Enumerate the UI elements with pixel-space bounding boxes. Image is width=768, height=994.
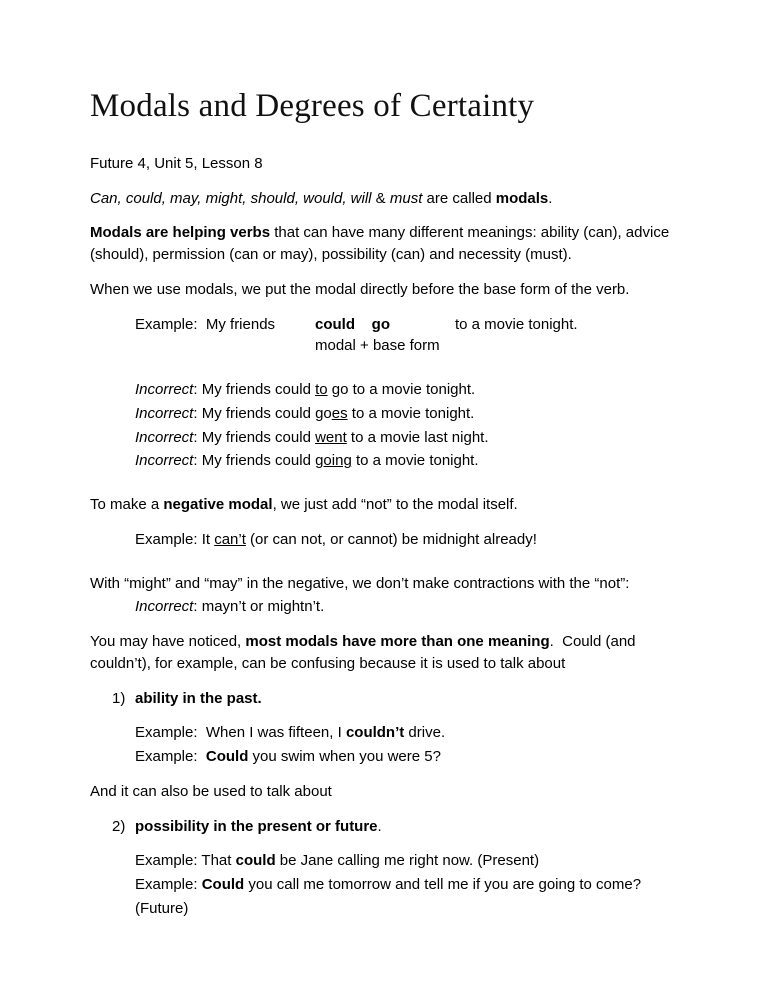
text-run: . <box>548 189 553 207</box>
text-run: are called <box>422 189 496 207</box>
text-run: drive. <box>404 724 446 742</box>
text-run: Incorrect <box>135 598 194 616</box>
text-run: Incorrect <box>135 381 194 399</box>
list-number: 2) <box>112 817 126 835</box>
text-run: modals <box>495 189 549 207</box>
paragraph <box>90 746 678 768</box>
paragraph <box>90 529 678 551</box>
text-run: couldn’t <box>345 724 405 742</box>
example-rest: to a movie tonight. <box>455 315 578 333</box>
paragraph <box>90 222 678 266</box>
text-run: must <box>389 189 423 207</box>
paragraph <box>90 722 678 744</box>
paragraph <box>90 403 678 425</box>
text-run: Could <box>205 748 249 766</box>
text-run: Incorrect <box>135 452 194 470</box>
document-body <box>90 153 678 920</box>
text-run: ability in the past. <box>135 689 262 707</box>
text-run: : mayn’t or mightn’t. <box>193 598 325 616</box>
text-run: to a movie tonight. <box>347 404 475 422</box>
text-run: Example: <box>135 748 206 766</box>
text-run: Example: It <box>135 530 215 548</box>
paragraph <box>90 279 678 301</box>
text-run: to a movie last night. <box>346 428 489 446</box>
text-run: To make a <box>90 496 164 514</box>
text-run: go to a movie tonight. <box>327 381 476 399</box>
paragraph <box>90 379 678 401</box>
paragraph <box>90 494 678 516</box>
paragraph <box>90 898 678 920</box>
text-run: went <box>315 428 347 446</box>
text-run: (or can not, or cannot) be midnight already! <box>245 530 537 548</box>
example-label: Example: My friends <box>135 315 276 333</box>
text-run: : My friends could <box>193 452 316 470</box>
text-run: to <box>315 381 328 399</box>
text-run: Example: <box>135 876 202 894</box>
text-run: With “might” and “may” in the negative, we don’t make contractions with the “not”: <box>90 574 630 592</box>
text-run: Future 4, Unit 5, Lesson 8 <box>90 154 263 172</box>
text-run: you call me tomorrow and tell me if you are going to come? <box>244 876 642 894</box>
text-run: to a movie tonight. <box>351 452 479 470</box>
text-run: could <box>235 852 276 870</box>
text-run: : My friends could go <box>193 404 332 422</box>
list-number: 1) <box>112 689 126 707</box>
text-run: possibility in the present or future <box>135 817 378 835</box>
text-run: es <box>331 404 348 422</box>
paragraph <box>90 781 678 803</box>
text-run: . <box>377 817 382 835</box>
text-run: & <box>371 189 390 207</box>
text-run: Example: When I was fifteen, I <box>135 724 346 742</box>
text-run: Can, could, may, might, should, would, will <box>90 189 372 207</box>
text-run: And it can also be used to talk about <box>90 782 332 800</box>
text-run: most modals have more than one meaning <box>245 633 550 651</box>
paragraph <box>90 573 678 595</box>
document-title: Modals and Degrees of Certainty <box>90 88 535 124</box>
text-run: Modals are helping verbs <box>90 224 271 242</box>
example-modal: could go <box>315 315 390 333</box>
text-run: : My friends could <box>193 381 316 399</box>
paragraph <box>90 631 678 675</box>
paragraph <box>90 450 678 472</box>
paragraph <box>90 874 678 896</box>
text-run: negative modal <box>163 496 273 514</box>
paragraph <box>90 188 678 210</box>
text-run: (Future) <box>135 899 189 917</box>
paragraph <box>90 596 678 618</box>
text-run: Incorrect <box>135 404 194 422</box>
text-run: going <box>315 452 352 470</box>
text-run: When we use modals, we put the modal directly before the base form of the verb. <box>90 280 630 298</box>
text-run: , we just add “not” to the modal itself. <box>272 496 518 514</box>
text-run: : My friends could <box>193 428 316 446</box>
text-run: can’t <box>214 530 246 548</box>
text-run: Example: That <box>135 852 236 870</box>
text-run: be Jane calling me right now. (Present) <box>275 852 540 870</box>
text-run: that can have many different meanings: ability (can), advice (should), permission (can or may), possibility (can) and necessity (must). <box>90 224 674 264</box>
paragraph <box>90 850 678 872</box>
paragraph <box>90 427 678 449</box>
list-item <box>90 688 678 710</box>
paragraph <box>90 153 678 175</box>
list-item <box>90 816 678 838</box>
text-run: . Could (and couldn’t), for example, can be confusing because it is used to talk about <box>90 633 640 672</box>
text-run: you swim when you were 5? <box>248 748 441 766</box>
example-block <box>90 314 678 358</box>
example-note: modal + base form <box>315 337 440 355</box>
text-run: You may have noticed, <box>90 633 246 651</box>
text-run: Could <box>201 876 245 894</box>
text-run: Incorrect <box>135 428 194 446</box>
